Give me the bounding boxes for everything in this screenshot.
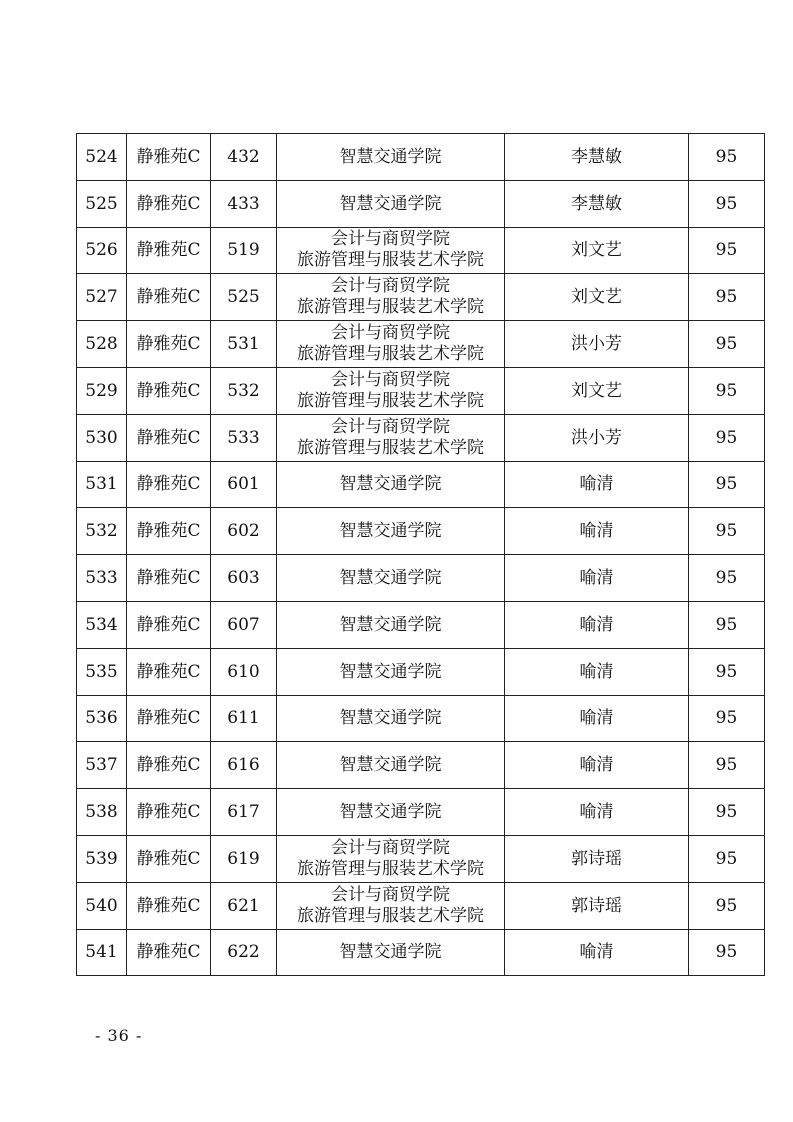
college-cell	[277, 648, 505, 695]
row-number-cell: 526	[77, 227, 127, 274]
score-cell: 95	[689, 789, 765, 836]
college-cell	[277, 508, 505, 555]
building-cell: 静雅苑C	[127, 274, 211, 321]
table-row	[77, 414, 765, 461]
inspector-name-cell: 喻清	[505, 929, 689, 976]
college-name: 智慧交通学院	[339, 193, 442, 214]
score-cell: 95	[689, 414, 765, 461]
college-cell	[277, 555, 505, 602]
dormitory-score-table	[76, 133, 765, 976]
college-cell	[277, 274, 505, 321]
table-row	[77, 180, 765, 227]
college-cell	[277, 601, 505, 648]
room-number-cell: 617	[211, 789, 277, 836]
college-name: 旅游管理与服装艺术学院	[297, 297, 484, 318]
inspector-name-cell: 喻清	[505, 555, 689, 602]
table-row	[77, 227, 765, 274]
row-number-cell: 533	[77, 555, 127, 602]
building-cell: 静雅苑C	[127, 695, 211, 742]
college-cell	[277, 742, 505, 789]
room-number-cell: 525	[211, 274, 277, 321]
row-number-cell: 539	[77, 835, 127, 882]
building-cell: 静雅苑C	[127, 601, 211, 648]
table-row	[77, 882, 765, 929]
score-cell: 95	[689, 321, 765, 368]
college-cell	[277, 180, 505, 227]
inspector-name-cell: 喻清	[505, 461, 689, 508]
room-number-cell: 433	[211, 180, 277, 227]
college-name: 旅游管理与服装艺术学院	[297, 858, 484, 879]
score-cell: 95	[689, 742, 765, 789]
table-row	[77, 789, 765, 836]
college-cell	[277, 227, 505, 274]
inspector-name-cell: 喻清	[505, 601, 689, 648]
college-name: 会计与商贸学院	[331, 369, 450, 390]
college-name: 智慧交通学院	[339, 661, 442, 682]
table-row	[77, 134, 765, 181]
inspector-name-cell: 喻清	[505, 508, 689, 555]
room-number-cell: 616	[211, 742, 277, 789]
row-number-cell: 535	[77, 648, 127, 695]
table-row	[77, 367, 765, 414]
row-number-cell: 528	[77, 321, 127, 368]
college-cell	[277, 882, 505, 929]
score-cell: 95	[689, 929, 765, 976]
table-row	[77, 695, 765, 742]
college-name: 旅游管理与服装艺术学院	[297, 437, 484, 458]
college-name: 智慧交通学院	[339, 942, 442, 963]
room-number-cell: 531	[211, 321, 277, 368]
building-cell: 静雅苑C	[127, 929, 211, 976]
table-row	[77, 835, 765, 882]
inspector-name-cell: 刘文艺	[505, 367, 689, 414]
college-name: 智慧交通学院	[339, 474, 442, 495]
building-cell: 静雅苑C	[127, 180, 211, 227]
table-row	[77, 461, 765, 508]
inspector-name-cell: 洪小芳	[505, 414, 689, 461]
college-name: 旅游管理与服装艺术学院	[297, 250, 484, 271]
college-name: 会计与商贸学院	[331, 837, 450, 858]
college-name: 旅游管理与服装艺术学院	[297, 344, 484, 365]
score-cell: 95	[689, 555, 765, 602]
row-number-cell: 536	[77, 695, 127, 742]
table-row	[77, 274, 765, 321]
room-number-cell: 610	[211, 648, 277, 695]
college-name: 智慧交通学院	[339, 568, 442, 589]
college-cell	[277, 134, 505, 181]
table-row	[77, 742, 765, 789]
row-number-cell: 534	[77, 601, 127, 648]
room-number-cell: 432	[211, 134, 277, 181]
table-row	[77, 508, 765, 555]
college-name: 智慧交通学院	[339, 146, 442, 167]
college-cell	[277, 835, 505, 882]
row-number-cell: 538	[77, 789, 127, 836]
row-number-cell: 527	[77, 274, 127, 321]
score-cell: 95	[689, 180, 765, 227]
building-cell: 静雅苑C	[127, 367, 211, 414]
room-number-cell: 601	[211, 461, 277, 508]
row-number-cell: 530	[77, 414, 127, 461]
building-cell: 静雅苑C	[127, 414, 211, 461]
college-name: 智慧交通学院	[339, 755, 442, 776]
building-cell: 静雅苑C	[127, 134, 211, 181]
room-number-cell: 532	[211, 367, 277, 414]
row-number-cell: 537	[77, 742, 127, 789]
building-cell: 静雅苑C	[127, 461, 211, 508]
college-name: 会计与商贸学院	[331, 229, 450, 250]
inspector-name-cell: 刘文艺	[505, 274, 689, 321]
inspector-name-cell: 喻清	[505, 695, 689, 742]
building-cell: 静雅苑C	[127, 742, 211, 789]
score-cell: 95	[689, 695, 765, 742]
college-name: 旅游管理与服装艺术学院	[297, 390, 484, 411]
row-number-cell: 541	[77, 929, 127, 976]
row-number-cell: 540	[77, 882, 127, 929]
building-cell: 静雅苑C	[127, 508, 211, 555]
college-name: 旅游管理与服装艺术学院	[297, 905, 484, 926]
college-name: 智慧交通学院	[339, 614, 442, 635]
page-number: - 36 -	[95, 1026, 143, 1045]
building-cell: 静雅苑C	[127, 789, 211, 836]
row-number-cell: 532	[77, 508, 127, 555]
score-cell: 95	[689, 835, 765, 882]
score-cell: 95	[689, 461, 765, 508]
college-name: 智慧交通学院	[339, 521, 442, 542]
college-name: 会计与商贸学院	[331, 884, 450, 905]
college-cell	[277, 695, 505, 742]
college-name: 智慧交通学院	[339, 802, 442, 823]
college-cell	[277, 929, 505, 976]
table-row	[77, 929, 765, 976]
score-cell: 95	[689, 508, 765, 555]
table-row	[77, 601, 765, 648]
college-name: 会计与商贸学院	[331, 323, 450, 344]
inspector-name-cell: 刘文艺	[505, 227, 689, 274]
inspector-name-cell: 郭诗瑶	[505, 835, 689, 882]
inspector-name-cell: 喻清	[505, 648, 689, 695]
inspector-name-cell: 洪小芳	[505, 321, 689, 368]
building-cell: 静雅苑C	[127, 227, 211, 274]
room-number-cell: 519	[211, 227, 277, 274]
table-row	[77, 321, 765, 368]
building-cell: 静雅苑C	[127, 882, 211, 929]
room-number-cell: 622	[211, 929, 277, 976]
building-cell: 静雅苑C	[127, 321, 211, 368]
row-number-cell: 525	[77, 180, 127, 227]
room-number-cell: 619	[211, 835, 277, 882]
inspector-name-cell: 喻清	[505, 789, 689, 836]
row-number-cell: 524	[77, 134, 127, 181]
row-number-cell: 529	[77, 367, 127, 414]
score-cell: 95	[689, 882, 765, 929]
table-row	[77, 555, 765, 602]
score-cell: 95	[689, 134, 765, 181]
college-cell	[277, 414, 505, 461]
college-name: 智慧交通学院	[339, 708, 442, 729]
building-cell: 静雅苑C	[127, 555, 211, 602]
inspector-name-cell: 李慧敏	[505, 134, 689, 181]
inspector-name-cell: 喻清	[505, 742, 689, 789]
inspector-name-cell: 李慧敏	[505, 180, 689, 227]
table-row	[77, 648, 765, 695]
score-cell: 95	[689, 227, 765, 274]
room-number-cell: 611	[211, 695, 277, 742]
room-number-cell: 602	[211, 508, 277, 555]
row-number-cell: 531	[77, 461, 127, 508]
room-number-cell: 533	[211, 414, 277, 461]
college-cell	[277, 321, 505, 368]
score-cell: 95	[689, 274, 765, 321]
score-cell: 95	[689, 367, 765, 414]
college-name: 会计与商贸学院	[331, 416, 450, 437]
table-body	[77, 134, 765, 976]
score-cell: 95	[689, 601, 765, 648]
college-name: 会计与商贸学院	[331, 276, 450, 297]
room-number-cell: 607	[211, 601, 277, 648]
college-cell	[277, 789, 505, 836]
room-number-cell: 603	[211, 555, 277, 602]
building-cell: 静雅苑C	[127, 835, 211, 882]
college-cell	[277, 367, 505, 414]
score-cell: 95	[689, 648, 765, 695]
college-cell	[277, 461, 505, 508]
building-cell: 静雅苑C	[127, 648, 211, 695]
room-number-cell: 621	[211, 882, 277, 929]
inspector-name-cell: 郭诗瑶	[505, 882, 689, 929]
